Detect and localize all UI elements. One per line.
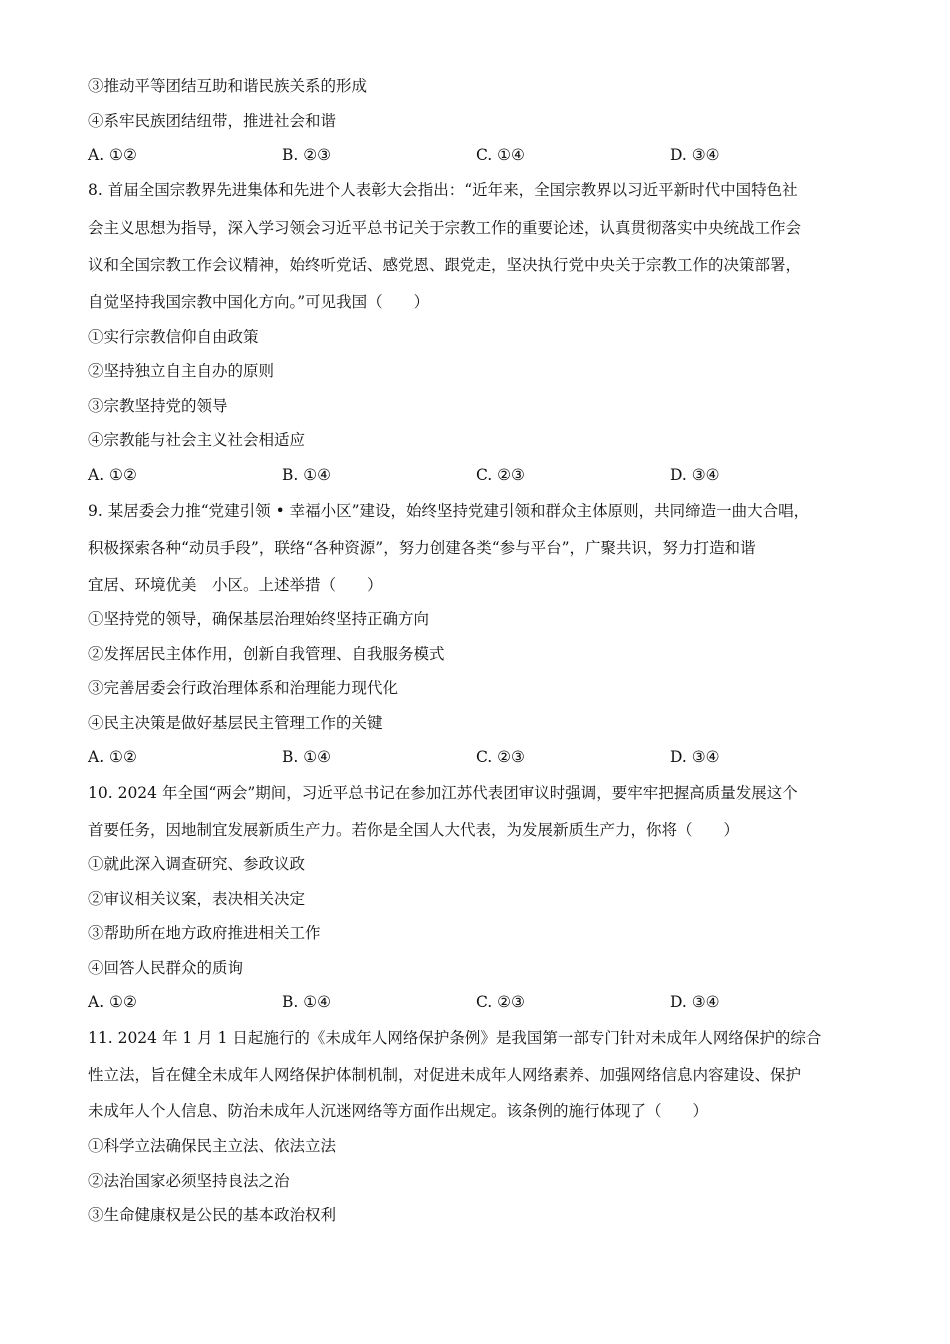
prev-options <box>88 144 868 166</box>
q9-item-1: ①坚持党的领导，确保基层治理始终坚持正确方向 <box>88 610 430 628</box>
q10-option-d[interactable]: D. ③④ <box>670 993 720 1011</box>
q9-stem-line-2: 积极探索各种“动员手段”，联络“各种资源”，努力创建各类“参与平台”，广聚共识，努力打造和谐 <box>88 539 756 557</box>
q8-option-d[interactable]: D. ③④ <box>670 466 720 484</box>
prev-option-b[interactable]: B. ②③ <box>282 146 332 164</box>
q8-item-2: ②坚持独立自主自办的原则 <box>88 362 275 380</box>
q8-stem-line-3: 议和全国宗教工作会议精神，始终听党话、感党恩、跟党走，坚决执行党中央关于宗教工作的决策部署， <box>88 256 802 274</box>
q9-option-c[interactable]: C. ②③ <box>476 748 525 766</box>
q8-option-b[interactable]: B. ①④ <box>282 466 332 484</box>
q10-stem-line-2: 首要任务，因地制宜发展新质生产力。若你是全国人大代表，为发展新质生产力，你将（ ） <box>88 821 740 839</box>
q10-item-4: ④回答人民群众的质询 <box>88 959 244 977</box>
q9-option-b[interactable]: B. ①④ <box>282 748 332 766</box>
q10-option-b[interactable]: B. ①④ <box>282 993 332 1011</box>
q9-item-4: ④民主决策是做好基层民主管理工作的关键 <box>88 714 383 732</box>
q10-option-a[interactable]: A. ①② <box>88 993 137 1011</box>
q8-item-4: ④宗教能与社会主义社会相适应 <box>88 431 306 449</box>
q9-stem-line-1: 9. 某居委会力推“党建引领 • 幸福小区”建设，始终坚持党建引领和群众主体原则，共同缔造一曲大合唱， <box>88 502 810 520</box>
q9-item-3: ③完善居委会行政治理体系和治理能力现代化 <box>88 679 399 697</box>
q10-stem-line-1: 10. 2024 年全国“两会”期间，习近平总书记在参加江苏代表团审议时强调，要牢牢把握高质量发展这个 <box>88 784 798 802</box>
q11-stem-line-2: 性立法，旨在健全未成年人网络保护体制机制，对促进未成年人网络素养、加强网络信息内容建设、保护 <box>88 1066 802 1084</box>
q9-options <box>88 746 868 768</box>
q10-item-3: ③帮助所在地方政府推进相关工作 <box>88 924 321 942</box>
q10-item-2: ②审议相关议案，表决相关决定 <box>88 890 306 908</box>
q8-item-3: ③宗教坚持党的领导 <box>88 397 228 415</box>
prev-option-c[interactable]: C. ①④ <box>476 146 525 164</box>
q11-item-2: ②法治国家必须坚持良法之治 <box>88 1172 290 1190</box>
q11-stem-line-1: 11. 2024 年 1 月 1 日起施行的《未成年人网络保护条例》是我国第一部专门针对未成年人网络保护的综合 <box>88 1029 822 1047</box>
q9-item-2: ②发挥居民主体作用，创新自我管理、自我服务模式 <box>88 645 445 663</box>
q11-item-1: ①科学立法确保民主立法、依法立法 <box>88 1137 337 1155</box>
q8-option-c[interactable]: C. ②③ <box>476 466 525 484</box>
q8-stem-line-1: 8. 首届全国宗教界先进集体和先进个人表彰大会指出：“近年来，全国宗教界以习近平新时代中国特色社 <box>88 181 798 199</box>
q9-option-d[interactable]: D. ③④ <box>670 748 720 766</box>
prev-item-4: ④系牢民族团结纽带，推进社会和谐 <box>88 112 337 130</box>
q10-option-c[interactable]: C. ②③ <box>476 993 525 1011</box>
q8-option-a[interactable]: A. ①② <box>88 466 137 484</box>
q11-stem-line-3: 未成年人个人信息、防治未成年人沉迷网络等方面作出规定。该条例的施行体现了（ ） <box>88 1102 709 1120</box>
q8-stem-line-4: 自觉坚持我国宗教中国化方向。”可见我国（ ） <box>88 293 430 311</box>
prev-option-d[interactable]: D. ③④ <box>670 146 720 164</box>
q8-item-1: ①实行宗教信仰自由政策 <box>88 328 259 346</box>
q8-stem-line-2: 会主义思想为指导，深入学习领会习近平总书记关于宗教工作的重要论述，认真贯彻落实中央统战工作会 <box>88 219 802 237</box>
q11-item-3: ③生命健康权是公民的基本政治权利 <box>88 1206 337 1224</box>
prev-item-3: ③推动平等团结互助和谐民族关系的形成 <box>88 77 368 95</box>
q8-options <box>88 464 868 486</box>
q10-options <box>88 991 868 1013</box>
q9-stem-line-3: 宜居、环境优美 小区。上述举措（ ） <box>88 576 383 594</box>
q9-option-a[interactable]: A. ①② <box>88 748 137 766</box>
q10-item-1: ①就此深入调查研究、参政议政 <box>88 855 306 873</box>
prev-option-a[interactable]: A. ①② <box>88 146 137 164</box>
